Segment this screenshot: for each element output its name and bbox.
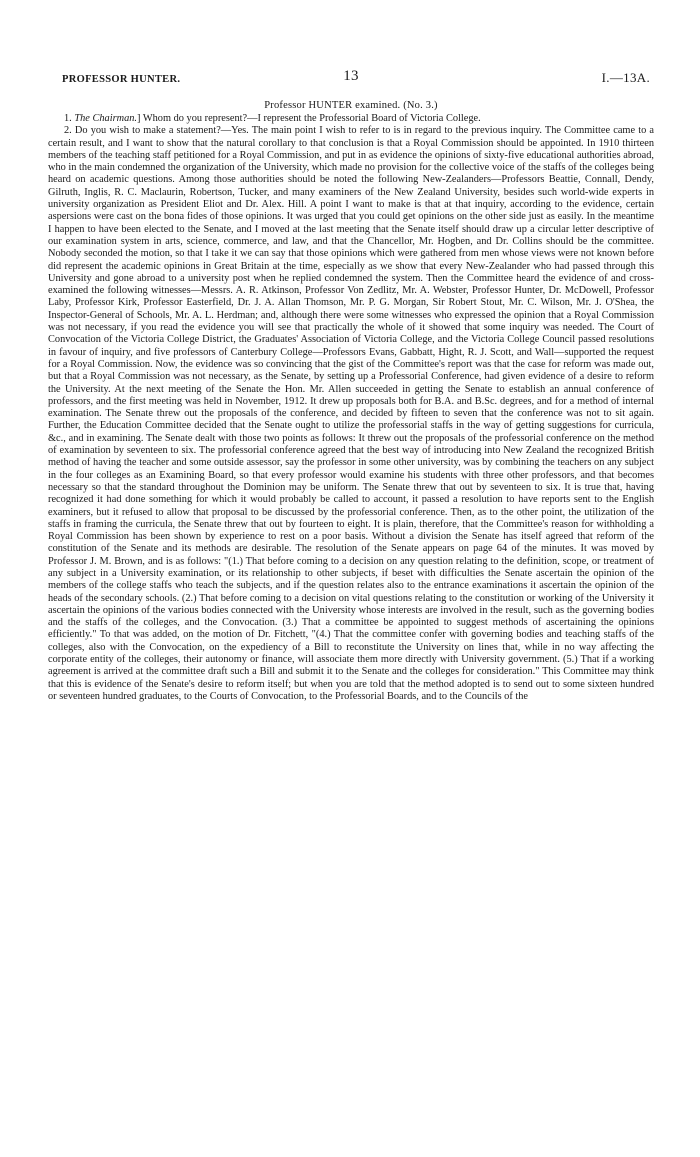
paragraph-2 <box>48 125 654 703</box>
paragraph-text: Do you wish to make a statement?—Yes. The main point I wish to refer to is in regard to the previous inquiry. The Committee came to a certain result, and I want to show that the natural corollary to that conclusion is that a Royal Commission should be appointed. In 1910 thirteen members of the teaching staff petitioned for a Royal Commission, and put in as evidence the opinions of sixty-five educational authorities abroad, who in the main condemned the organization of the University, which made no provision for the collective voice of the staffs of the colleges being heard on academic questions. Among those authorities should be noted the following New-Zealanders—Professors Beattie, Connall, Dendy, Gilruth, Inglis, R. C. Maclaurin, Robertson, Tucker, and many examiners of the New Zealand University, besides such world-wide experts in university organization as President Eliot and Dr. Alex. Hill. A point I want to make is that at that inquiry, according to the evidence, certain aspersions were cast on the bona fides of those opinions. It was urged that you could get opinions on the other side just as easily. In the meantime I happen to have been elected to the Senate, and I moved at the last meeting that the Senate itself should draw up a circular letter descriptive of our examination system in arts, science, commerce, and law, and that the Chancellor, Mr. Hogben, and Dr. Collins should be the committee. Nobody seconded the motion, so that I take it we can say that those opinions which were gathered from men whose views were not known before did represent the academic opinions in Great Britain at the time, especially as we show that every New-Zealander who had passed through this University and gone abroad to a university post when he replied condemned the system. Then the Committee heard the evidence of and cross-examined the following witnesses—Messrs. A. R. Atkinson, Professor Von Zedlitz, Mr. A. Webster, Professor Hunter, Dr. McDowell, Professor Laby, Professor Kirk, Professor Easterfield, Dr. J. A. Allan Thomson, Mr. P. G. Morgan, Sir Robert Stout, Mr. C. Wilson, Mr. J. O'Shea, the Inspector-General of Schools, Mr. A. L. Herdman; and, although there were some witnesses who expressed the opinion that a Royal Commission was not necessary, if you read the evidence you will see that practically the whole of it showed that some inquiry was needed. The Court of Convocation of the Victoria College District, the Graduates' Association of Victoria College, and the Victoria College Council passed resolutions in favour of inquiry, and five professors of Canterbury College—Professors Evans, Gabbatt, Hight, R. J. Scott, and Wall—supported the request for a Royal Commission. Now, the evidence was so convincing that the gist of the Committee's report was that the case for reform was made out, but that a Royal Commission was not necessary, as the Senate, by setting up a Professorial Conference, had given evidence of a desire to reform the University. At the next meeting of the Senate the Hon. Mr. Allen succeeded in getting the Senate to establish an annual conference of professors, and the first meeting was held in November, 1912. It drew up proposals both for B.A. and B.Sc. degrees, and for a method of internal examination. The Senate threw out the proposals of the conference, and decided by fifteen to seven that the conference was not to sit again. Further, the Education Committee decided that the Senate ought to utilize the professorial staffs in the way of getting suggestions for curricula, &c., and in examining. The Senate dealt with those two points as follows: It threw out the proposals of the professorial conference on the method of examination by seventeen to six. The professorial conference agreed that the best way of introducing into New Zealand the recognized British method of having the teacher and some outside assessor, say the professor in some other university, was by combining the teachers on any subject in the four colleges as an Examining Board, so that every professor would examine his students with three other professors, and that becomes necessary so that the standard throughout the Dominion may be uniform. The Senate threw that out by seventeen to six. It is true that, having recognized it had done something for which it would probably be called to account, it passed a resolution to have reports sent to the English examiners, but it refused to allow that proposal to be discussed by the professorial conference. Then, as to the other point, the utilization of the staffs in framing the curricula, the Senate threw that out by fourteen to eight. It is plain, therefore, that the Committee's reason for withholding a Royal Commission has been shown by experience to rest on a poor basis. Without a division the Senate has itself agreed that reform of the constitution of the Senate and its methods are desirable. The resolution of the Senate appears on page 64 of the minutes. It was moved by Professor J. M. Brown, and is as follows: "(1.) That before coming to a decision on any question relating to the definition, scope, or treatment of any subject in a University examination, or its relationship to other subjects, if beset with difficulties the Senate ascertain the opinion of the members of the college staffs who teach the subjects, and if the question relates also to the entrance examinations it ascertain the opinion of the heads of the secondary schools. (2.) That before coming to a decision on vital questions relating to the constitution or working of the University it ascertain the opinions of the various bodies connected with the University whose interests are involved in the result, such as the governing bodies and the staffs of the colleges, and the Convocation. (3.) That a committee be appointed to suggest methods of ascertaining the opinions efficiently." To that was added, on the motion of Dr. Fitchett, "(4.) That the committee confer with governing bodies and teaching staffs of the colleges, also with the Convocation, on the expediency of a Bill to reconstitute the University on lines that, while in no way affecting the corporate entity of the colleges, their autonomy or finance, will associate them more directly with University government. (5.) That if a working agreement is arrived at the committee draft such a Bill and submit it to the Senate and the colleges for consideration." This Committee may think that this is evidence of the Senate's desire to reform itself; but when you are told that the method adopted is to send out to some sixteen hundred or seventeen hundred graduates, to the Courts of Convocation, to the Professorial Boards, and to the Councils of the <box>48 125 654 702</box>
section-heading: Professor HUNTER examined. (No. 3.) <box>264 100 438 111</box>
paragraph-text: ] Whom do you represent?—I represent the Professorial Board of Victoria College. <box>137 113 481 124</box>
paragraph-number: 1. <box>64 113 72 124</box>
speaker-name: The Chairman. <box>74 113 138 124</box>
running-header <box>48 68 654 86</box>
paper-reference: I.—13A. <box>601 70 650 85</box>
body-text <box>48 113 654 703</box>
page-number: 13 <box>343 68 359 84</box>
paragraph-1 <box>48 113 654 125</box>
header-title: PROFESSOR HUNTER. <box>62 74 181 85</box>
paragraph-number: 2. <box>64 125 72 137</box>
